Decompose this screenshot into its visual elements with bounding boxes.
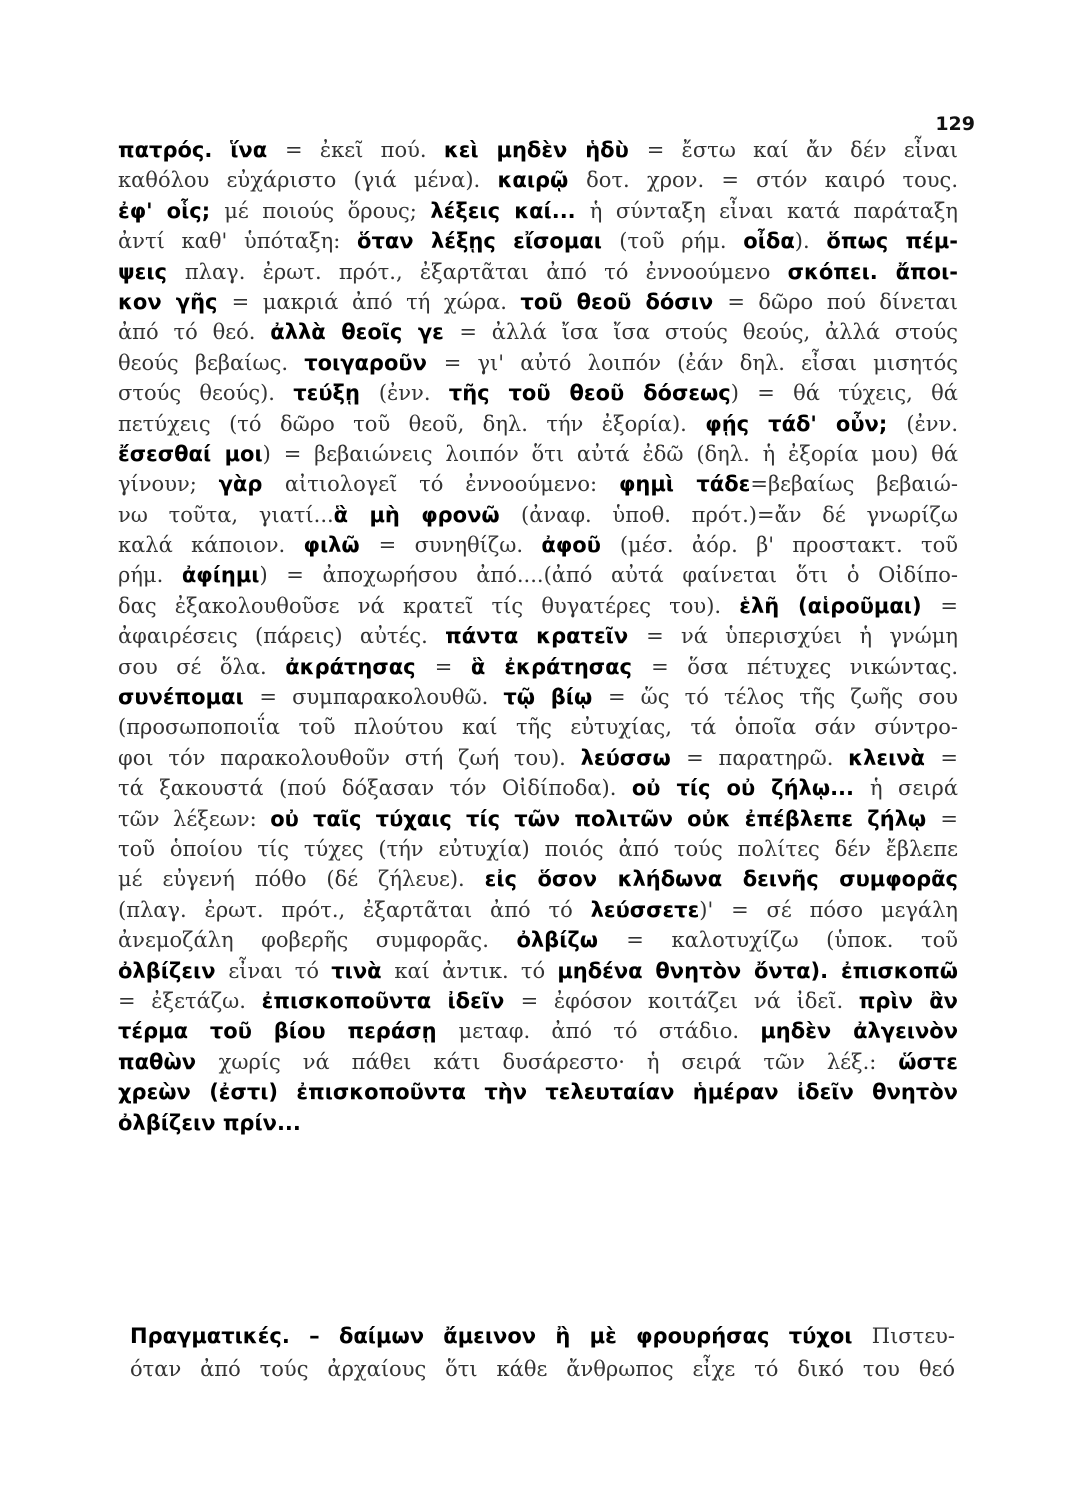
lemma-term: ὀλβίζω <box>516 928 627 953</box>
lemma-term: ἐφ' οἷς; <box>118 198 225 223</box>
gloss-text: αἰτιολογεῖ τό ἐννοούμενο: <box>284 472 619 497</box>
text-line <box>118 226 958 256</box>
lemma-term: κλεινὰ <box>848 745 941 770</box>
lemma-term: τεύξῃ <box>293 381 379 406</box>
gloss-text: ἡ σειρά <box>870 776 959 801</box>
lemma-term: ὀλβίζειν πρίν... <box>118 1110 301 1135</box>
lemma-term: σκόπει. ἄποι- <box>787 259 958 284</box>
gloss-text: τά ξακουστά (πού δόξασαν τόν Οἰδίποδα). <box>118 776 632 801</box>
gloss-text: καί ἀντικ. τό <box>394 958 558 983</box>
lemma-term: πρὶν ἂν <box>858 988 958 1013</box>
lemma-term: ψεις <box>118 259 185 284</box>
gloss-text: (τοῦ ρήμ. <box>619 229 744 254</box>
gloss-text: = ἀλλά ἴσα ἴσα στούς θεούς, ἀλλά στούς <box>459 320 958 345</box>
text-line <box>118 1047 958 1077</box>
lemma-term: εἰς ὅσον κλήδωνα δεινῆς συμφορᾶς <box>484 867 958 892</box>
gloss-text: = μακριά ἀπό τή χώρα. <box>231 289 521 314</box>
lemma-term: χρεὼν (ἐστι) ἐπισκοποῦντα τὴν τελευταίαν ἡμέραν ἰδεῖν θνητὸν <box>118 1080 958 1105</box>
lemma-term: ἃ μὴ φρονῶ <box>333 502 522 527</box>
lemma-term: συνέπομαι <box>118 685 260 710</box>
lemma-term: τοῦ θεοῦ δόσιν <box>520 289 728 314</box>
lemma-term: ἀφοῦ <box>541 533 620 558</box>
text-line <box>118 834 958 864</box>
gloss-text: ) = θά τύχεις, θά <box>730 381 958 406</box>
text-line <box>118 864 958 894</box>
gloss-text: μέ ποιούς ὅρους; <box>224 198 431 223</box>
gloss-text: σου σέ ὅλα. <box>118 654 286 679</box>
text-line <box>118 956 958 986</box>
gloss-text: τῶν λέξεων: <box>118 806 271 831</box>
gloss-text: ἀνεμοζάλη φοβερῆς συμφορᾶς. <box>118 928 517 953</box>
gloss-text: ἀφαιρέσεις (πάρεις) αὐτές. <box>118 624 446 649</box>
lemma-term: ὀλβίζειν <box>118 958 229 983</box>
gloss-text: πετύχεις (τό δῶρο τοῦ θεοῦ, δηλ. τήν ἐξορία). <box>118 411 706 436</box>
gloss-text: ) = βεβαιώνεις λοιπόν ὅτι αὐτά ἐδῶ (δηλ. ἡ ἐξορία μου) θά <box>262 441 959 466</box>
gloss-text: ἀπό τό θεό. <box>118 320 271 345</box>
gloss-text: ). <box>794 229 827 254</box>
text-line <box>118 530 958 560</box>
text-line <box>130 1353 955 1386</box>
lemma-term: τῆς τοῦ θεοῦ δόσεως <box>448 381 731 406</box>
text-line <box>118 439 958 469</box>
gloss-text: = συμπαρακολουθῶ. <box>259 685 504 710</box>
gloss-text: = συνηθίζω. <box>378 533 542 558</box>
gloss-text: πλαγ. ἐρωτ. πρότ., ἐξαρτᾶται ἀπό τό ἐννοούμενο <box>184 259 788 284</box>
text-line <box>118 804 958 834</box>
gloss-text: = ἔστω καί ἄν δέν εἶναι <box>646 138 959 162</box>
gloss-text: εἶναι τό <box>228 958 332 983</box>
gloss-text: = γι' αὐτό λοιπόν (ἐάν δηλ. εἶσαι μισητός <box>443 350 959 375</box>
lemma-term: ἔσεσθαί μοι <box>118 441 263 466</box>
gloss-text: χωρίς νά πάθει κάτι δυσάρεστο· ἡ σειρά τῶν λέξ.: <box>218 1049 899 1074</box>
lemma-term: λέξεις καί... <box>430 198 590 223</box>
lemma-term: πάντα κρατεῖν <box>445 624 647 649</box>
gloss-text: = ὅσα πέτυχες νικώντας. <box>651 654 959 679</box>
lemma-term: φημὶ τάδε <box>618 472 751 497</box>
lemma-term: οὐ τίς οὐ ζήλῳ... <box>631 776 871 801</box>
lemma-term: καιρῷ <box>497 168 587 193</box>
gloss-text: )' = σέ πόσο μεγάλη <box>699 897 958 922</box>
gloss-text: νω τοῦτα, γιατί... <box>118 502 334 527</box>
gloss-text: (ἐνν. <box>378 381 449 406</box>
gloss-text: = ἐκεῖ πού. <box>285 138 444 162</box>
lemma-term: κον γῆς <box>118 289 232 314</box>
lemma-term: τοιγαροῦν <box>304 350 444 375</box>
gloss-text: τοῦ ὁποίου τίς τύχες (τήν εὐτυχία) ποιός ἀπό τούς πολίτες δέν ἔβλεπε <box>118 836 958 861</box>
lemma-term: λεύσσω <box>580 745 687 770</box>
lemma-term: φιλῶ <box>303 533 379 558</box>
section-pragmatikes <box>130 1320 955 1386</box>
lemma-term: γὰρ <box>218 472 285 497</box>
text-line <box>118 257 958 287</box>
gloss-text: δοτ. χρον. = στόν καιρό τους. <box>586 168 958 193</box>
text-line <box>130 1320 955 1353</box>
gloss-text: (προσωποποιΐα τοῦ πλούτου καί τῆς εὐτυχίας, τά ὁποῖα σάν σύντρο- <box>118 715 958 740</box>
lemma-term: ὅταν λέξῃς εἴσομαι <box>357 229 620 254</box>
gloss-text: δας ἐξακολουθοῦσε νά κρατεῖ τίς θυγατέρες του). <box>118 593 740 618</box>
gloss-text: γίνουν; <box>118 472 219 497</box>
gloss-text: = δῶρο πού δίνεται <box>727 289 958 314</box>
lemma-term: τῷ βίῳ <box>503 685 608 710</box>
gloss-text: όταν ἀπό τούς ἀρχαίους ὅτι κάθε ἄνθρωπος εἶχε τό δικό του θεό <box>130 1357 955 1381</box>
text-line <box>118 287 958 317</box>
text-line <box>118 743 958 773</box>
lemma-term: οἶδα <box>743 229 795 254</box>
commentary-text <box>118 135 958 1138</box>
lemma-term: τινὰ <box>331 958 395 983</box>
gloss-text: καλά κάποιον. <box>118 533 304 558</box>
gloss-text: = νά ὑπερισχύει ἡ γνώμη <box>646 624 958 649</box>
lemma-term: ἀφίημι <box>181 563 260 588</box>
lemma-term: ὅπως πέμ- <box>826 229 959 254</box>
gloss-text: = <box>940 806 958 831</box>
gloss-text: στούς θεούς). <box>118 381 294 406</box>
gloss-text: = <box>940 745 959 770</box>
gloss-text: Πιστευ- <box>871 1324 955 1348</box>
lemma-term: κεὶ μηδὲν ἡδὺ <box>443 138 647 162</box>
gloss-text: ἀντί καθ' ὑπόταξη: <box>118 229 358 254</box>
lemma-term: λεύσσετε <box>590 897 700 922</box>
gloss-text: καθόλου εὐχάριστο (γιά μένα). <box>118 168 498 193</box>
lemma-term: οὐ ταῖς τύχαις τίς τῶν πολιτῶν οὐκ ἐπέβλεπε ζήλῳ <box>270 806 941 831</box>
gloss-text: (ἐνν. <box>906 411 958 436</box>
gloss-text: μεταφ. ἀπό τό στάδιο. <box>458 1019 761 1044</box>
gloss-text: ἡ σύνταξη εἶναι κατά παράταξη <box>589 198 959 223</box>
text-line <box>118 1108 958 1138</box>
text-line <box>118 895 958 925</box>
lemma-term: τέρμα τοῦ βίου περάσῃ <box>118 1019 459 1044</box>
text-line <box>118 378 958 408</box>
text-line <box>118 196 958 226</box>
gloss-text: ) = ἀποχωρήσου ἀπό....(ἀπό αὐτά φαίνεται ὅτι ὁ Οἰδίπο- <box>259 563 958 588</box>
lemma-term: ὥστε <box>898 1049 958 1074</box>
lemma-term: μηδένα θνητὸν ὄντα). ἐπισκοπῶ <box>557 958 958 983</box>
text-line <box>118 1077 958 1107</box>
gloss-text: = καλοτυχίζω (ὑποκ. τοῦ <box>626 928 959 953</box>
text-line <box>118 317 958 347</box>
gloss-text: μέ εὐγενή πόθο (δέ ζήλευε). <box>118 867 485 892</box>
lemma-term: ἀλλὰ θεοῖς γε <box>270 320 460 345</box>
gloss-text: φοι τόν παρακολουθοῦν στή ζωή του). <box>118 745 581 770</box>
text-line <box>118 652 958 682</box>
gloss-text: =βεβαίως βεβαιώ- <box>750 472 959 497</box>
gloss-text: (μέσ. ἀόρ. β' προστακτ. τοῦ <box>619 533 959 558</box>
lemma-term: Πραγματικές. – δαίμων ἄμεινον ἢ μὲ φρουρήσας τύχοι <box>130 1324 872 1348</box>
gloss-text: = ἐξετάζω. <box>118 988 262 1013</box>
lemma-term: πατρός. ἵνα <box>118 138 286 162</box>
lemma-term: φῄς τάδ' οὖν; <box>705 411 907 436</box>
text-line <box>118 135 958 165</box>
lemma-term: ἃ ἐκράτησας <box>470 654 652 679</box>
page-number: 129 <box>935 113 975 135</box>
text-line <box>118 773 958 803</box>
lemma-term: παθὼν <box>118 1049 219 1074</box>
lemma-term: ἐπισκοποῦντα ἰδεῖν <box>261 988 521 1013</box>
text-line <box>118 925 958 955</box>
gloss-text: = ὥς τό τέλος τῆς ζωῆς σου <box>607 685 959 710</box>
text-line <box>118 621 958 651</box>
text-line <box>118 986 958 1016</box>
gloss-text: (πλαγ. ἐρωτ. πρότ., ἐξαρτᾶται ἀπό τό <box>118 897 591 922</box>
text-line <box>118 348 958 378</box>
gloss-text: θεούς βεβαίως. <box>118 350 305 375</box>
text-line <box>118 560 958 590</box>
text-line <box>118 1016 958 1046</box>
text-line <box>118 165 958 195</box>
text-line <box>118 500 958 530</box>
lemma-term: μηδὲν ἀλγεινὸν <box>760 1019 958 1044</box>
lemma-term: ἀκράτησας <box>285 654 435 679</box>
text-line <box>118 682 958 712</box>
gloss-text: ρήμ. <box>118 563 182 588</box>
gloss-text: = ἐφόσον κοιτάζει νά ἰδεῖ. <box>520 988 859 1013</box>
text-line <box>118 409 958 439</box>
gloss-text: = παρατηρῶ. <box>686 745 849 770</box>
text-line <box>118 469 958 499</box>
gloss-text: = <box>940 593 958 618</box>
lemma-term: ἑλῆ (αἱροῦμαι) <box>739 593 941 618</box>
text-line <box>118 591 958 621</box>
gloss-text: = <box>434 654 471 679</box>
text-line <box>118 712 958 742</box>
gloss-text: (ἀναφ. ὑποθ. πρότ.)=ἄν δέ γνωρίζω <box>521 502 958 527</box>
